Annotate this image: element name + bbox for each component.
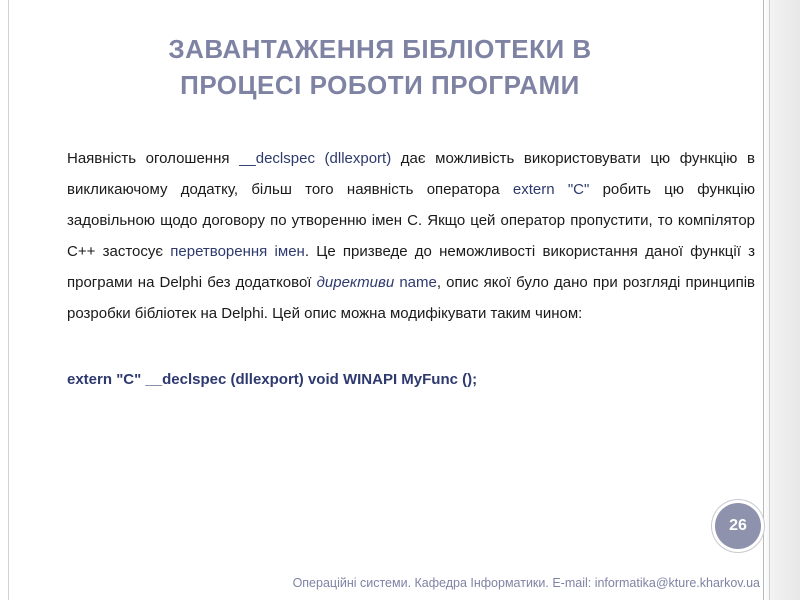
slide-title-line-2: ПРОЦЕСІ РОБОТИ ПРОГРАМИ <box>180 70 580 100</box>
slide-title <box>80 31 680 103</box>
page-number-badge <box>715 503 761 549</box>
keyword-name: name <box>399 274 437 291</box>
body-paragraph <box>67 143 755 329</box>
body-text-1: Наявність оголошення <box>67 150 240 167</box>
code-example: extern "C" __declspec (dllexport) void WINAPI MyFunc (); <box>67 371 478 388</box>
right-border-line-outer <box>769 0 770 600</box>
emphasis-directive: директиви <box>316 274 395 291</box>
left-border-line <box>8 0 9 600</box>
body-text-2: дає можливість використовувати цю функцію в викликаючому додатку, більш того наявність оператора <box>67 150 755 198</box>
page-number: 26 <box>729 517 747 534</box>
keyword-declspec: __declspec (dllexport) <box>239 150 392 167</box>
slide-footer: Операційні системи. Кафедра Інформатики. E-mail: informatika@kture.kharkov.ua <box>292 576 760 590</box>
keyword-extern-c: extern "C" <box>512 181 590 198</box>
right-border-line-inner <box>763 0 764 600</box>
body-text-4: . Це призведе до неможливості використання даної функції з програми на Delphi без додаткової <box>67 243 755 291</box>
slide-title-line-1: ЗАВАНТАЖЕННЯ БІБЛІОТЕКИ В <box>168 34 592 64</box>
body-text-3: робить цю функцію задовільною щодо договору по утворенню імен С. Якщо цей оператор пропустити, то компілятор C++ застосує <box>67 181 755 260</box>
keyword-name-mangling: перетворення імен <box>170 243 305 260</box>
body-text-6: , опис якої було дано при розгляді принципів розробки бібліотек на Delphi. Цей опис можна модифікувати таким чином: <box>67 274 755 322</box>
